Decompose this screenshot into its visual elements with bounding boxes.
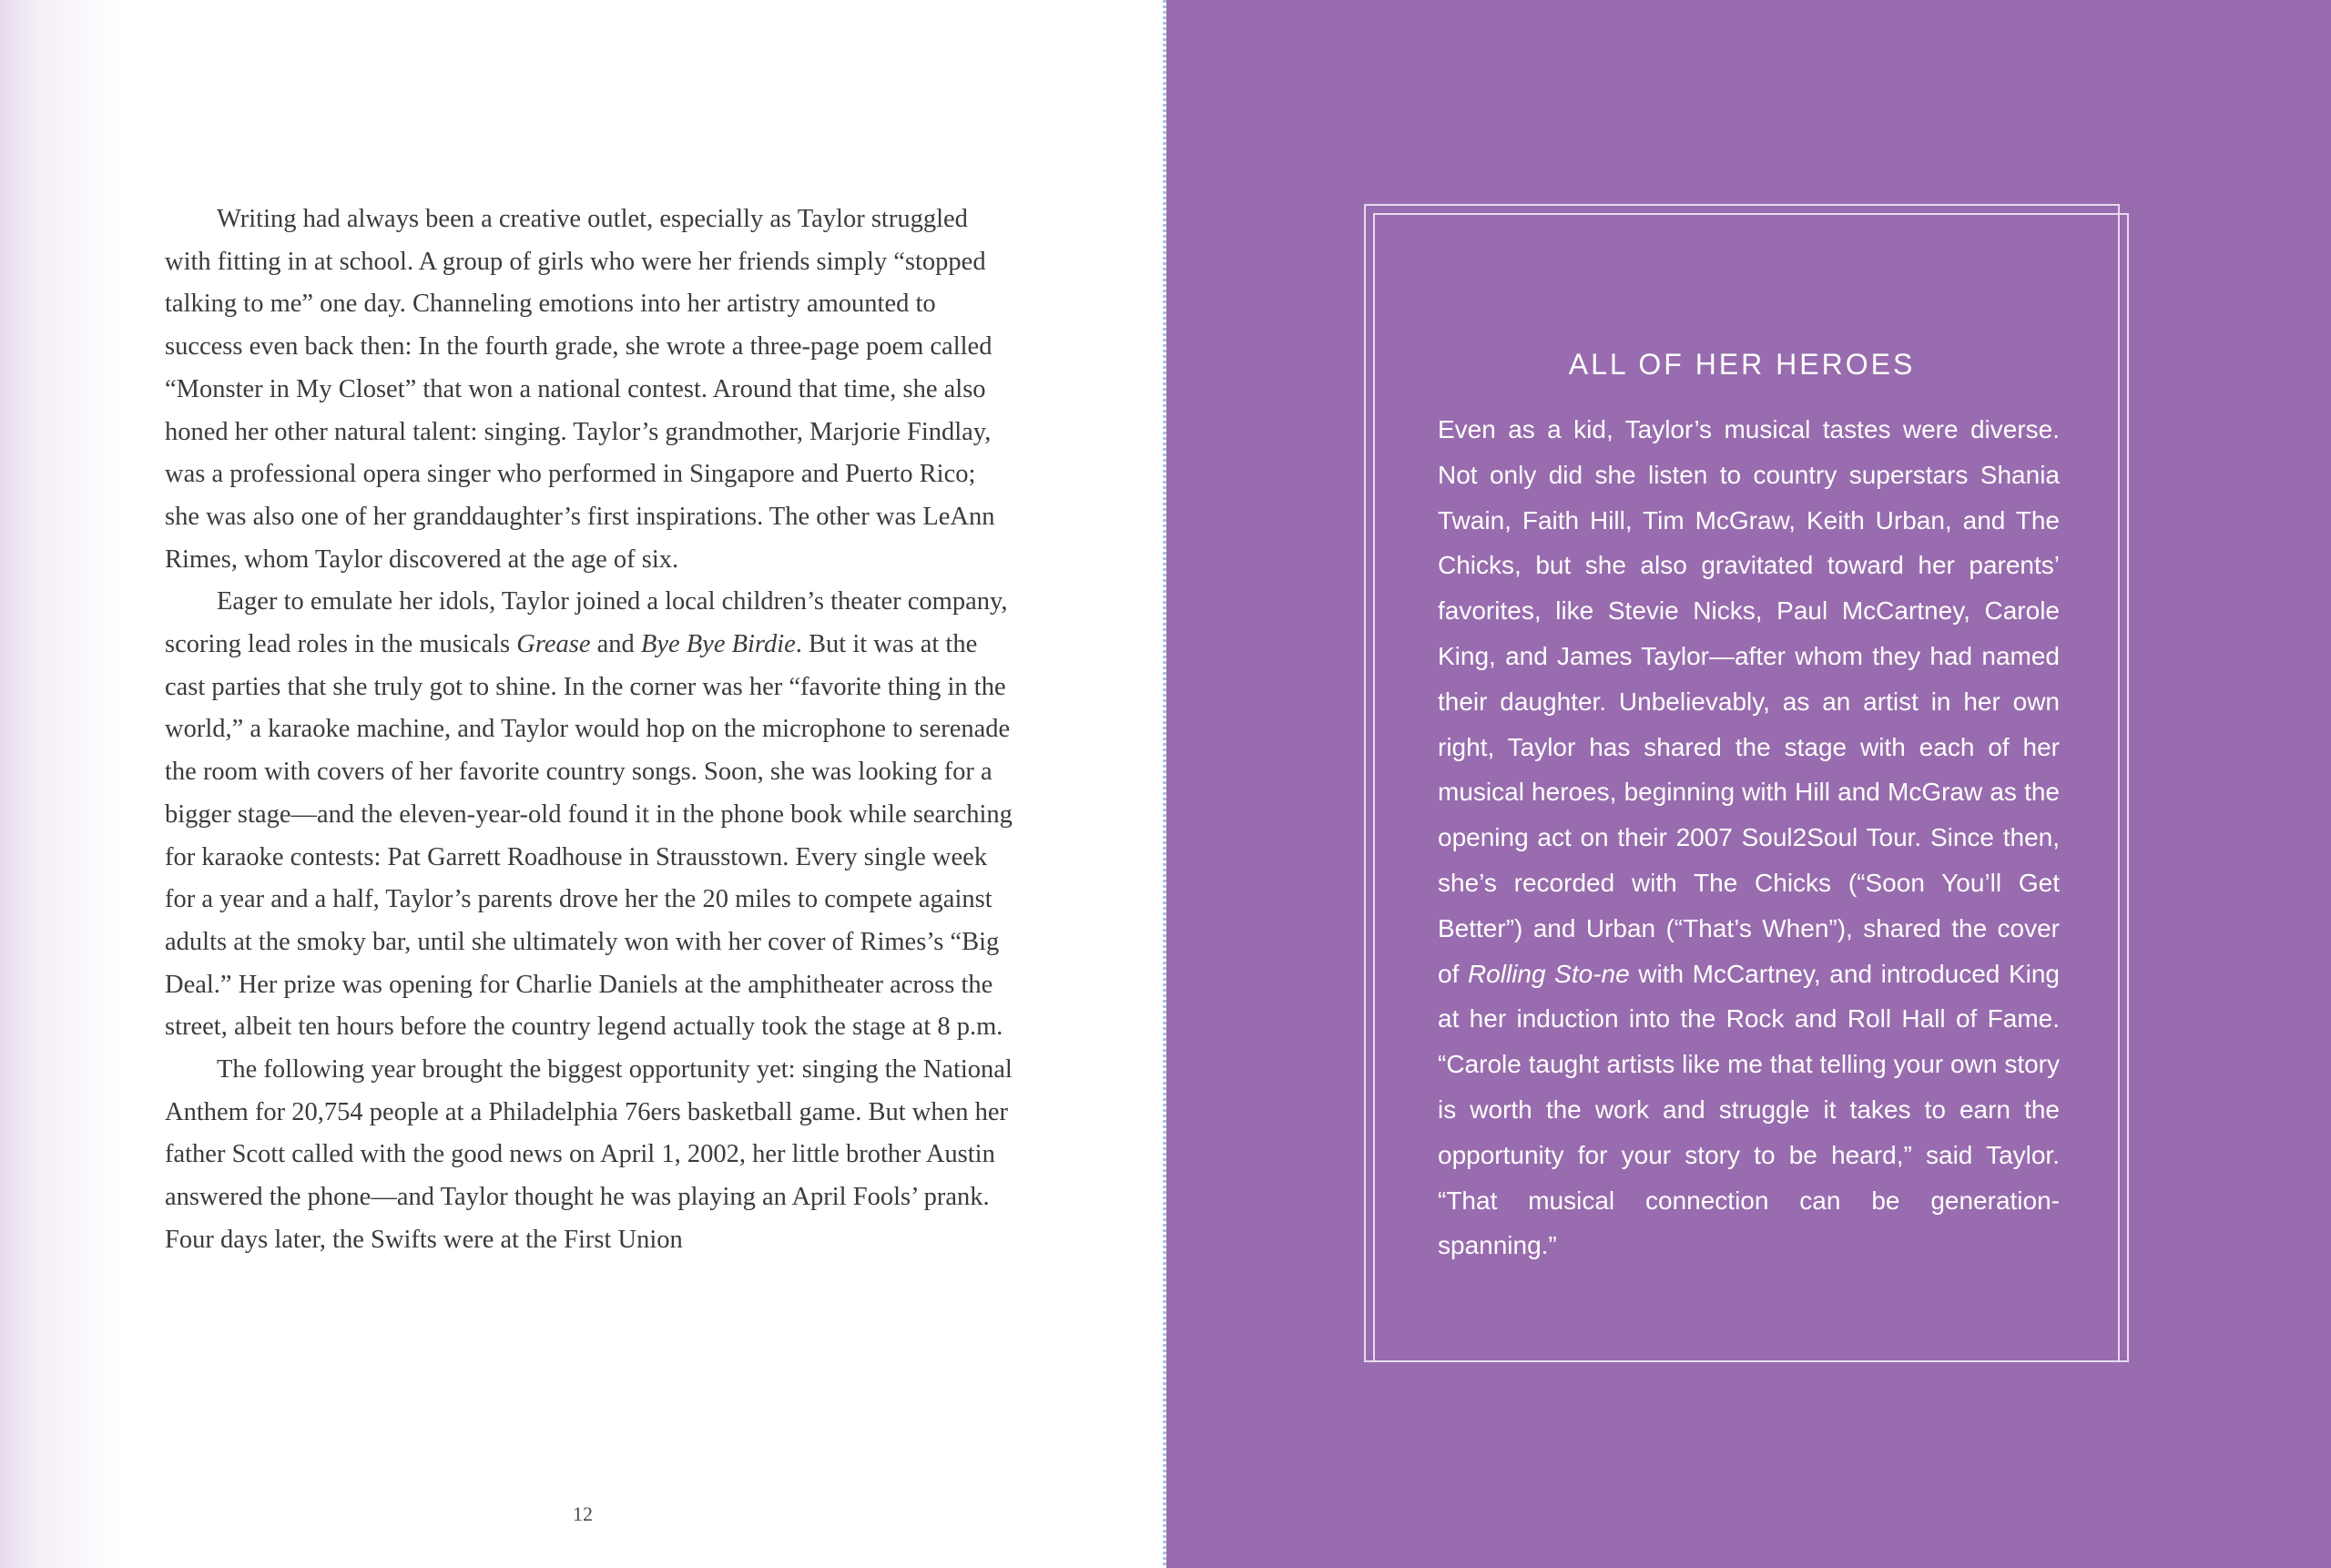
musical-title-grease: Grease (516, 630, 591, 659)
sidebar-text-part-b: with McCartney, and introduced King at her induction into the Rock and Roll Hall of Fame. “Carole taught artists like me that telling your own story is worth the work and struggle it takes to earn the opportunity for your story to be heard,” said Taylor. “That musical connection can be generation-spanning.” (1438, 959, 2061, 1260)
musical-title-bye-bye-birdie: Bye Bye Birdie (640, 630, 796, 659)
paragraph-1: Writing had always been a creative outlet, especially as Taylor struggled with fitting in at school. A group of girls who were her friends simply “stopped talking to me” one day. Channeling emotions into her artistry amounted to success even back then: In the fourth grade, she wrote a three-page poem called “Monster in My Closet” that won a national contest. Around that time, she also honed her other natural talent: singing. Taylor’s grandmother, Marjorie Findlay, was a professional opera singer who performed in Singapore and Puerto Rico; she was also one of her granddaughter’s first inspirations. The other was LeAnn Rimes, whom Taylor discovered at the age of six. (165, 205, 995, 574)
sidebar-text (1438, 407, 2060, 1268)
sidebar-text-part-a: Even as a kid, Taylor’s musical tastes were diverse. Not only did she listen to country superstars Shania Twain, Faith Hill, Tim McGraw, Keith Urban, and The Chicks, but she also gravitated toward her parents’ favorites, like Stevie Nicks, Paul McCartney, Carole King, and James Taylor—after whom they had named their daughter. Unbelievably, as an artist in her own right, Taylor has shared the stage with each of her musical heroes, beginning with Hill and McGraw as the opening act on their 2007 Soul2Soul Tour. Since then, she’s recorded with The Chicks (“Soon You’ll Get Better”) and Urban (“That’s When”), shared the cover of (1438, 415, 2060, 988)
paragraph-2-part-a: Eager to emulate her idols, Taylor joined a local children’s theater company, scoring lead roles in the musicals (165, 587, 1008, 659)
left-page (0, 0, 1165, 1568)
magazine-title-rolling-stone: Rolling Sto-ne (1467, 959, 1630, 988)
sidebar-title: ALL OF HER HEROES (1568, 348, 1916, 381)
paragraph-2-part-c: . But it was at the cast parties that she truly got to shine. In the corner was her “favorite thing in the world,” a karaoke machine, and Taylor would hop on the microphone to serenade the room with covers of her favorite country songs. Soon, she was looking for a bigger stage—and the eleven-year-old found it in the phone book while searching for karaoke contests: Pat Garrett Roadhouse in Strausstown. Every single week for a year and a half, Taylor’s parents drove her the 20 miles to compete against adults at the smoky bar, until she ultimately won with her cover of Rimes’s “Big Deal.” Her prize was opening for Charlie Daniels at the amphitheater across the street, albeit ten hours before the country legend actually took the stage at 8 p.m. (165, 630, 1013, 1042)
sidebar-paragraph (1438, 407, 2060, 1268)
paragraph-3: The following year brought the biggest opportunity yet: singing the National Anthem for 20,754 people at a Philadelphia 76ers basketball game. But when her father Scott called with the good news on April 1, 2002, her little brother Austin answered the phone—and Taylor thought he was playing an April Fools’ prank. Four days later, the Swifts were at the First Union (165, 1055, 1013, 1254)
page-number: 12 (573, 1502, 593, 1525)
paragraph-2 (165, 581, 1016, 1049)
body-text (165, 199, 1016, 1262)
paragraph-2-part-b: and (590, 630, 641, 659)
